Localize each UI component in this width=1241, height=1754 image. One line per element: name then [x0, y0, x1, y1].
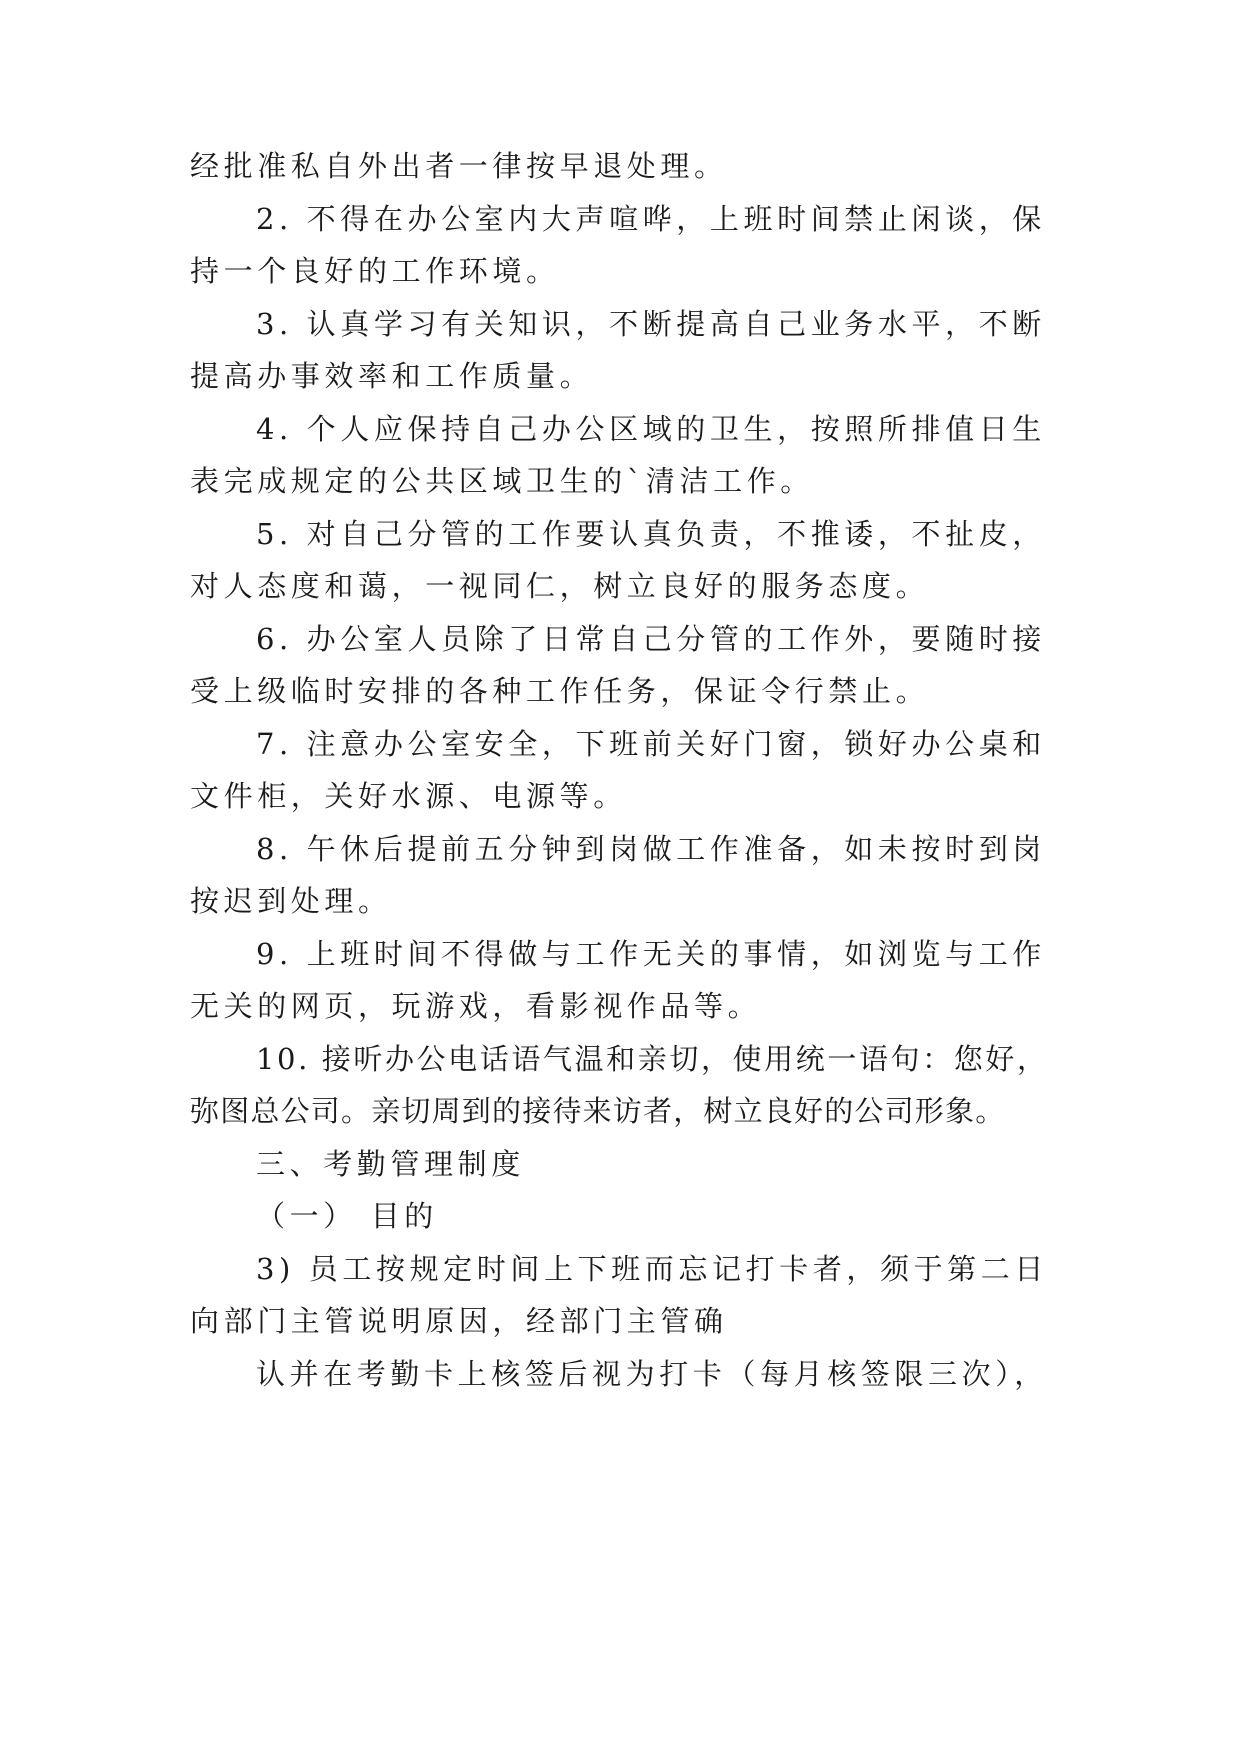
rule-6-line-2: 受上级临时安排的各种工作任务，保证令行禁止。	[190, 674, 930, 708]
rule-4-line-1: 4. 个人应保持自己办公区域的卫生，按照所排值日生	[256, 412, 1046, 446]
rule-5-line-1: 5. 对自己分管的工作要认真负责，不推诿，不扯皮，	[256, 517, 1046, 551]
rule-9-line-2: 无关的网页，玩游戏，看影视作品等。	[190, 989, 762, 1023]
rule-5-line-2: 对人态度和蔼，一视同仁，树立良好的服务态度。	[190, 569, 930, 603]
rule-2-line-2: 持一个良好的工作环境。	[190, 254, 560, 288]
rule-8-line-1: 8. 午休后提前五分钟到岗做工作准备，如未按时到岗	[256, 832, 1046, 866]
rule-7-line-1: 7. 注意办公室安全，下班前关好门窗，锁好办公桌和	[256, 727, 1046, 761]
rule-8-line-2: 按迟到处理。	[190, 884, 392, 918]
item-3-line-3: 认并在考勤卡上核签后视为打卡（每月核签限三次），	[256, 1357, 1048, 1391]
rule-2-line-1: 2. 不得在办公室内大声喧哗，上班时间禁止闲谈，保	[256, 202, 1046, 236]
rule-4-line-2: 表完成规定的公共区域卫生的`清洁工作。	[190, 464, 814, 498]
item-3-line-1: 3) 员工按规定时间上下班而忘记打卡者，须于第二日	[256, 1252, 1048, 1286]
rule-9-line-1: 9. 上班时间不得做与工作无关的事情，如浏览与工作	[256, 937, 1046, 971]
rule-7-line-2: 文件柜，关好水源、电源等。	[190, 779, 627, 813]
rule-6-line-1: 6. 办公室人员除了日常自己分管的工作外，要随时接	[256, 622, 1046, 656]
rule-3-line-2: 提高办事效率和工作质量。	[190, 359, 594, 393]
rule-10-line-1: 10. 接听办公电话语气温和亲切，使用统一语句：您好，	[256, 1042, 1049, 1076]
section-heading-attendance: 三、考勤管理制度	[256, 1147, 525, 1181]
subsection-heading-purpose: （一） 目的	[256, 1199, 438, 1233]
text-line-1: 经批准私自外出者一律按早退处理。	[190, 149, 728, 183]
rule-10-line-2: 弥图总公司。亲切周到的接待来访者，树立良好的公司形象。	[190, 1094, 1006, 1128]
rule-3-line-1: 3. 认真学习有关知识，不断提高自己业务水平，不断	[256, 307, 1046, 341]
item-3-line-2: 向部门主管说明原因，经部门主管确	[190, 1304, 728, 1338]
